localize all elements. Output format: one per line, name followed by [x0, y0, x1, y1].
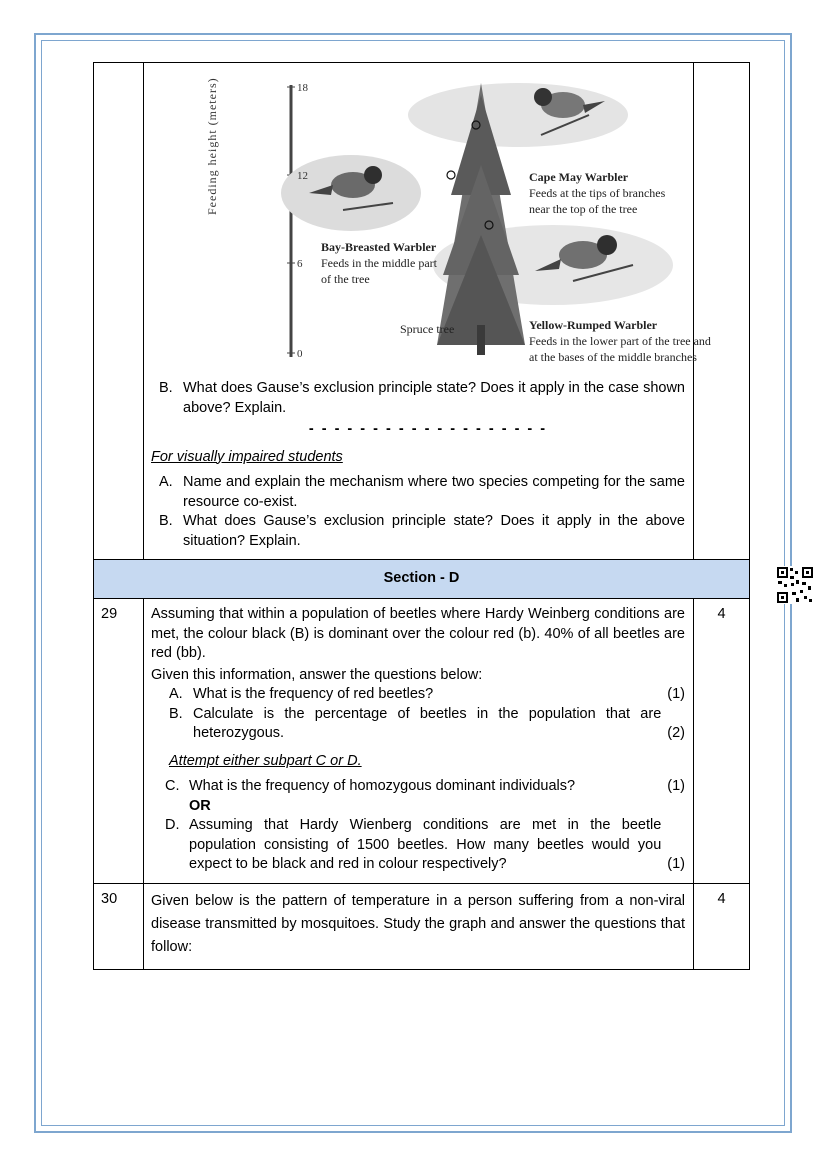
- qr-code-icon: [776, 566, 814, 604]
- subquestion-b: B. Calculate is the percentage of beetles in the population that are heterozygous. (2): [169, 705, 685, 741]
- y-tick: 12: [297, 170, 308, 182]
- section-title: Section - D: [94, 560, 750, 599]
- question-number-cell: [94, 63, 144, 560]
- question-row-29: [94, 599, 750, 884]
- subquestion-c: C. What is the frequency of homozygous dominant individuals? (1): [165, 778, 685, 794]
- subquestion-a: A. What is the frequency of red beetles? (1): [169, 686, 685, 702]
- question-body-cell: [144, 63, 711, 560]
- question-intro: Assuming that within a population of beetles where Hardy Weinberg conditions are met, the colour black (B) is dominant over the colour red (b). 40% of all beetles are red (bb).: [151, 606, 685, 661]
- question-number: 30: [94, 883, 144, 969]
- question-prompt: Given this information, answer the questions below:: [151, 666, 483, 683]
- y-tick: 18: [297, 82, 308, 94]
- subquestion-d: D. Assuming that Hardy Wienberg conditions are met in the beetle population consisting of 1500 beetles. How many beetles would you expect to be black and red in colour respectively? (1): [165, 817, 685, 872]
- marks: 4: [694, 599, 750, 884]
- section-header-row: [94, 560, 750, 599]
- question-number: 29: [94, 599, 144, 884]
- bird-caption: Cape May Warbler Feeds at the tips of branches near the top of the tree: [529, 170, 666, 216]
- y-axis-label: Feeding height (meters): [205, 77, 219, 215]
- visually-impaired-heading: For visually impaired students: [151, 448, 343, 465]
- y-tick: 0: [297, 348, 303, 360]
- warbler-feeding-figure: [205, 75, 713, 377]
- attempt-instruction: Attempt either subpart C or D.: [169, 752, 362, 769]
- question-text: Given below is the pattern of temperature in a person suffering from a non-viral disease transmitted by mosquitoes. Study the graph and answer the questions that follow:: [151, 892, 685, 955]
- or-label: OR: [189, 797, 211, 814]
- marks: 4: [694, 883, 750, 969]
- question-row-28-continued: [94, 63, 750, 560]
- vi-subquestion-a: A. Name and explain the mechanism where two species competing for the same resource co-exist.: [159, 474, 685, 510]
- vi-subquestion-b: B. What does Gause’s exclusion principle state? Does it apply in the above situation? Explain.: [159, 513, 685, 549]
- question-body-cell: [144, 599, 694, 884]
- question-table: [93, 62, 750, 970]
- question-body-cell: [144, 883, 694, 969]
- top-zone: [408, 83, 628, 147]
- question-row-30: [94, 883, 750, 969]
- bird-caption: Yellow-Rumped Warbler Feeds in the lower part of the tree and at the bases of the middle branches: [529, 318, 711, 364]
- bird-caption: Bay-Breasted Warbler Feeds in the middle part of the tree: [321, 240, 437, 286]
- subquestion-b: B. What does Gause’s exclusion principle state? Does it apply in the case shown above? Explain.: [159, 380, 685, 416]
- tree-label: Spruce tree: [400, 322, 455, 336]
- y-tick: 6: [297, 258, 303, 270]
- divider-dashes: - - - - - - - - - - - - - - - - - - -: [308, 421, 548, 437]
